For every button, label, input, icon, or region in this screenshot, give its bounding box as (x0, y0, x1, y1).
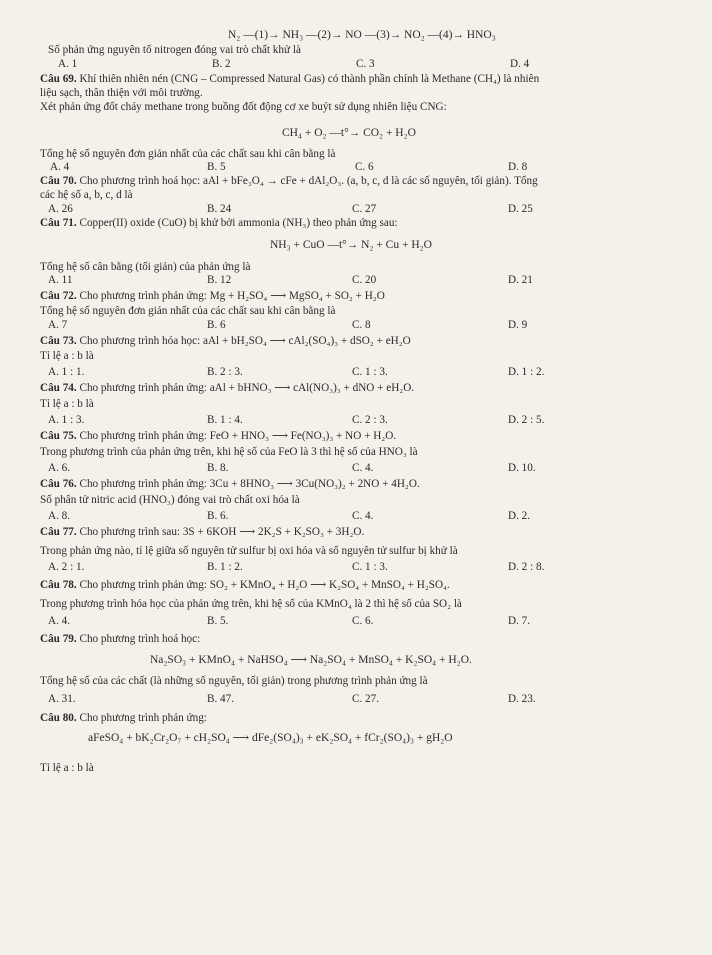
question-text (40, 73, 539, 86)
answer-option: C. 4. (352, 462, 374, 474)
answer-option: B. 6 (207, 319, 226, 331)
question-text: Tổng hệ số nguyên đơn giản nhất của các chất sau khi cân bằng là (40, 148, 336, 160)
answer-option: C. 2 : 3. (352, 414, 388, 426)
question-text: liệu sạch, thân thiện với môi trường. (40, 87, 203, 99)
question-text: Tỉ lệ a : b là (40, 350, 94, 362)
question-body: Cho phương trình hoá học: (76, 633, 201, 645)
question-body: Copper(II) oxide (CuO) bị khử bởi ammonia (NH₃) theo phản ứng sau: (76, 217, 398, 229)
answer-option: C. 27. (352, 693, 380, 705)
question-text (40, 478, 420, 491)
question-number: Câu 71. (40, 217, 77, 229)
question-text: Số phản ứng nguyên tố nitrogen đóng vai trò chất khử là (48, 44, 301, 56)
chemical-equation: aFeSO₄ + bK₂Cr₂O₇ + cH₂SO₄ ⟶ dFe₂(SO₄)₃ + eK₂SO₄ + fCr₂(SO₄)₃ + gH₂O (88, 732, 453, 744)
question-number: Câu 75. (40, 430, 77, 442)
answer-option: B. 1 : 4. (207, 414, 243, 426)
answer-option: B. 47. (207, 693, 235, 705)
answer-option: C. 20 (352, 274, 377, 286)
question-text: Tổng hệ số cân bằng (tối giản) của phản ứng là (40, 261, 251, 273)
answer-option: A. 1 (58, 58, 78, 70)
answer-option: C. 27 (352, 203, 377, 215)
question-number: Câu 77. (40, 526, 77, 538)
question-body: Cho phương trình hóa học: aAl + bH₂SO₄ ⟶ cAl₂(SO₄)₃ + dSO₂ + eH₂O (76, 335, 411, 347)
question-body: Cho phương trình phản ứng: Mg + H₂SO₄ ⟶ MgSO₄ + SO₂ + H₂O (76, 290, 385, 302)
question-number: Câu 79. (40, 633, 77, 645)
question-number: Câu 76. (40, 478, 77, 490)
answer-option: B. 2 : 3. (207, 366, 243, 378)
answer-option: D. 2 : 5. (508, 414, 545, 426)
answer-option: A. 4 (50, 161, 70, 173)
question-text (40, 175, 538, 188)
answer-option: D. 2 : 8. (508, 561, 545, 573)
answer-option: D. 21 (508, 274, 533, 286)
answer-option: D. 7. (508, 615, 531, 627)
question-body: Cho phương trình hoá học: aAl + bFe₃O₄ → cFe + dAl₂O₃. (a, b, c, d là các số nguyên, tối giản). Tổng (76, 175, 538, 187)
question-number: Câu 72. (40, 290, 77, 302)
chemical-equation: CH₄ + O₂ —t°→ CO₂ + H₂O (282, 127, 416, 139)
answer-option: B. 6. (207, 510, 229, 522)
answer-option: A. 26 (48, 203, 73, 215)
question-text: Xét phản ứng đốt cháy methane trong buồng đốt động cơ xe buýt sử dụng nhiên liệu CNG: (40, 101, 447, 113)
answer-option: A. 1 : 1. (48, 366, 85, 378)
question-number: Câu 69. (40, 73, 77, 85)
question-text: Tổng hệ số nguyên đơn giản nhất của các chất sau khi cân bằng là (40, 305, 336, 317)
answer-option: A. 7 (48, 319, 68, 331)
question-text: các hệ số a, b, c, d là (40, 189, 133, 201)
question-text (40, 290, 385, 303)
answer-option: D. 10. (508, 462, 536, 474)
answer-option: C. 1 : 3. (352, 366, 388, 378)
answer-option: B. 5. (207, 615, 229, 627)
answer-option: C. 1 : 3. (352, 561, 388, 573)
question-number: Câu 70. (40, 175, 77, 187)
question-body: Khí thiên nhiên nén (CNG – Compressed Natural Gas) có thành phần chính là Methane (CH₄) là nhiên (76, 73, 540, 85)
answer-option: B. 2 (212, 58, 231, 70)
question-body: Cho phương trình phản ứng: FeO + HNO₃ ⟶ Fe(NO₃)₃ + NO + H₂O. (76, 430, 397, 442)
answer-option: D. 9 (508, 319, 528, 331)
question-number: Câu 74. (40, 382, 77, 394)
answer-option: D. 25 (508, 203, 533, 215)
question-number: Câu 80. (40, 712, 77, 724)
answer-option: A. 11 (48, 274, 73, 286)
question-text (40, 526, 364, 539)
question-body: Cho phương trình phản ứng: (76, 712, 207, 724)
answer-option: B. 8. (207, 462, 229, 474)
question-text (40, 579, 450, 592)
answer-option: B. 24 (207, 203, 232, 215)
answer-option: C. 8 (352, 319, 371, 331)
question-text (40, 712, 207, 725)
answer-option: D. 2. (508, 510, 531, 522)
question-body: Cho phương trình phản ứng: aAl + bHNO₃ ⟶ cAl(NO₃)₃ + dNO + eH₂O. (76, 382, 415, 394)
answer-option: D. 23. (508, 693, 536, 705)
answer-option: B. 12 (207, 274, 232, 286)
question-number: Câu 73. (40, 335, 77, 347)
question-text (40, 430, 396, 443)
question-text (40, 335, 411, 348)
answer-option: A. 4. (48, 615, 71, 627)
answer-option: A. 1 : 3. (48, 414, 85, 426)
answer-option: C. 4. (352, 510, 374, 522)
question-text: Trong phương trình hóa học của phản ứng trên, khi hệ số của KMnO₄ là 2 thì hệ số của SO₂ là (40, 598, 462, 610)
question-text (40, 382, 414, 395)
question-text: Tổng hệ số của các chất (là những số nguyên, tối giản) trong phương trình phản ứng là (40, 675, 428, 687)
answer-option: A. 31. (48, 693, 76, 705)
question-body: Cho phương trình phản ứng: 3Cu + 8HNO₃ ⟶ 3Cu(NO₃)₂ + 2NO + 4H₂O. (76, 478, 420, 490)
question-number: Câu 78. (40, 579, 77, 591)
answer-option: C. 3 (356, 58, 375, 70)
answer-option: C. 6 (355, 161, 374, 173)
chemical-equation: NH₃ + CuO —t°→ N₂ + Cu + H₂O (270, 239, 432, 251)
answer-option: B. 5 (207, 161, 226, 173)
question-body: Cho phương trình phản ứng: SO₂ + KMnO₄ + H₂O ⟶ K₂SO₄ + MnSO₄ + H₂SO₄. (76, 579, 450, 591)
answer-option: D. 4 (510, 58, 530, 70)
answer-option: B. 1 : 2. (207, 561, 243, 573)
question-text: Tỉ lệ a : b là (40, 762, 94, 774)
answer-option: A. 2 : 1. (48, 561, 85, 573)
chemical-equation: N₂ —(1)→ NH₃ —(2)→ NO —(3)→ NO₂ —(4)→ HNO₃ (228, 29, 496, 41)
answer-option: D. 1 : 2. (508, 366, 545, 378)
answer-option: D. 8 (508, 161, 528, 173)
question-text: Trong phản ứng nào, tỉ lệ giữa số nguyên tử sulfur bị oxi hóa và số nguyên tử sulfur bị khử là (40, 545, 458, 557)
chemical-equation: Na₂SO₃ + KMnO₄ + NaHSO₄ ⟶ Na₂SO₄ + MnSO₄ + K₂SO₄ + H₂O. (150, 654, 472, 666)
answer-option: C. 6. (352, 615, 374, 627)
question-text: Tỉ lệ a : b là (40, 398, 94, 410)
question-body: Cho phương trình sau: 3S + 6KOH ⟶ 2K₂S + K₂SO₃ + 3H₂O. (76, 526, 365, 538)
question-text: Số phân tử nitric acid (HNO₃) đóng vai trò chất oxi hóa là (40, 494, 300, 506)
question-text (40, 633, 200, 646)
answer-option: A. 6. (48, 462, 71, 474)
question-text (40, 217, 398, 230)
question-text: Trong phương trình của phản ứng trên, khi hệ số của FeO là 3 thì hệ số của HNO₃ là (40, 446, 418, 458)
answer-option: A. 8. (48, 510, 71, 522)
